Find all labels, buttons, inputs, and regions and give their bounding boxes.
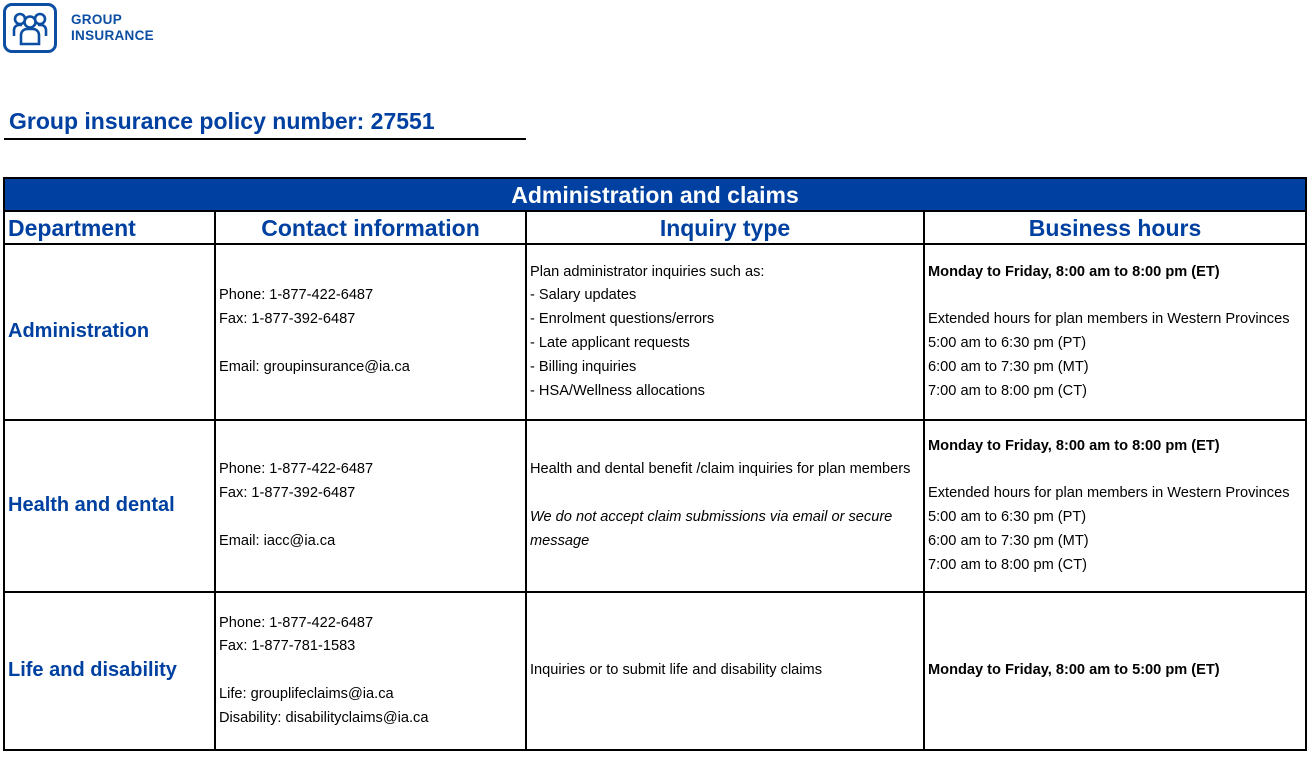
inquiry-cell bbox=[526, 592, 924, 750]
cell-line: Monday to Friday, 8:00 am to 5:00 pm (ET) bbox=[928, 662, 1220, 679]
table-row bbox=[4, 244, 1306, 420]
cell-line: Health and dental benefit /claim inquiries for plan members bbox=[530, 461, 911, 478]
contact-cell bbox=[215, 420, 526, 592]
hours-cell bbox=[924, 244, 1306, 420]
cell-line: - HSA/Wellness allocations bbox=[530, 382, 705, 399]
cell-line: - Enrolment questions/errors bbox=[530, 311, 715, 328]
cell-line bbox=[219, 332, 522, 356]
cell-line: - Salary updates bbox=[530, 287, 637, 304]
hours-cell bbox=[924, 592, 1306, 750]
cell-line: Phone: 1-877-422-6487 bbox=[219, 614, 374, 631]
inquiry-cell bbox=[526, 420, 924, 592]
logo-line2: INSURANCE bbox=[71, 28, 154, 43]
cell-line: Plan administrator inquiries such as: bbox=[530, 263, 765, 280]
logo bbox=[3, 3, 154, 53]
contact-cell bbox=[215, 244, 526, 420]
people-icon bbox=[3, 3, 57, 53]
cell-line: Fax: 1-877-392-6487 bbox=[219, 311, 356, 328]
cell-line: Fax: 1-877-392-6487 bbox=[219, 485, 356, 502]
cell-line bbox=[928, 458, 1302, 482]
cell-line: Life: grouplifeclaims@ia.ca bbox=[219, 685, 394, 702]
logo-line1: GROUP bbox=[71, 12, 123, 27]
header-department: Department bbox=[4, 211, 215, 244]
cell-line: 5:00 am to 6:30 pm (PT) bbox=[928, 509, 1087, 525]
cell-line bbox=[928, 284, 1302, 308]
cell-line: We do not accept claim submissions via email or secure message bbox=[530, 509, 893, 549]
cell-line: Monday to Friday, 8:00 am to 8:00 pm (ET) bbox=[928, 263, 1220, 280]
cell-line: 6:00 am to 7:30 pm (MT) bbox=[928, 358, 1089, 375]
department-cell: Health and dental bbox=[4, 420, 215, 592]
inquiry-cell bbox=[526, 244, 924, 420]
table-row bbox=[4, 592, 1306, 750]
cell-line: Fax: 1-877-781-1583 bbox=[219, 638, 356, 655]
contact-cell bbox=[215, 592, 526, 750]
cell-line: Disability: disabilityclaims@ia.ca bbox=[219, 709, 429, 726]
hours-cell bbox=[924, 420, 1306, 592]
header-inquiry: Inquiry type bbox=[526, 211, 924, 244]
cell-line: Extended hours for plan members in Western Provinces bbox=[928, 485, 1290, 502]
cell-line bbox=[530, 482, 920, 506]
department-cell: Administration bbox=[4, 244, 215, 420]
policy-title: Group insurance policy number: 27551 bbox=[9, 108, 435, 134]
cell-line: - Billing inquiries bbox=[530, 358, 637, 375]
cell-line: Phone: 1-877-422-6487 bbox=[219, 461, 374, 478]
table-title: Administration and claims bbox=[4, 178, 1306, 211]
header-contact: Contact information bbox=[215, 211, 526, 244]
cell-line: 7:00 am to 8:00 pm (CT) bbox=[928, 382, 1087, 399]
cell-line: - Late applicant requests bbox=[530, 335, 690, 351]
contacts-table bbox=[3, 177, 1307, 751]
header-hours: Business hours bbox=[924, 211, 1306, 244]
cell-line: 5:00 am to 6:30 pm (PT) bbox=[928, 335, 1087, 351]
cell-line bbox=[219, 659, 522, 683]
table-row bbox=[4, 420, 1306, 592]
cell-line: Extended hours for plan members in Western Provinces bbox=[928, 311, 1290, 328]
cell-line: Monday to Friday, 8:00 am to 8:00 pm (ET) bbox=[928, 437, 1220, 454]
cell-line: Email: groupinsurance@ia.ca bbox=[219, 358, 410, 375]
cell-line: Phone: 1-877-422-6487 bbox=[219, 287, 374, 304]
cell-line bbox=[219, 506, 522, 530]
divider bbox=[4, 138, 526, 140]
logo-text bbox=[71, 12, 154, 44]
cell-line: Email: iacc@ia.ca bbox=[219, 532, 336, 549]
cell-line: 6:00 am to 7:30 pm (MT) bbox=[928, 532, 1089, 549]
cell-line: Inquiries or to submit life and disability claims bbox=[530, 662, 822, 679]
department-cell: Life and disability bbox=[4, 592, 215, 750]
cell-line: 7:00 am to 8:00 pm (CT) bbox=[928, 556, 1087, 573]
